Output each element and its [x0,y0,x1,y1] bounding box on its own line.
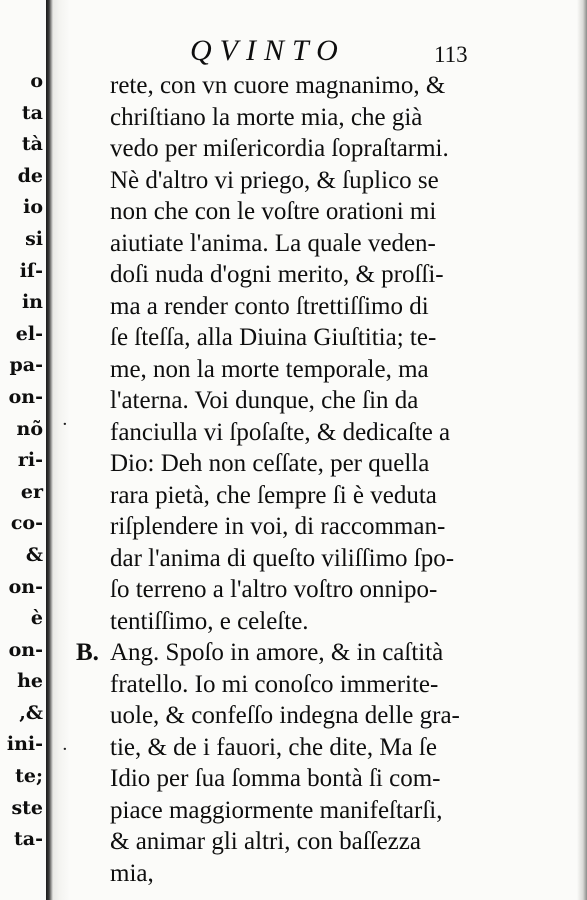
left-page-fragment: o [30,70,43,92]
text-line [76,133,516,165]
line-text: Idio per ſua ſomma bontà ſi com- [110,765,441,792]
text-line [76,228,516,260]
line-text: vedo per miſericordia ſopraſtarmi. [110,135,449,162]
line-text: rara pietà, che ſempre ſi è veduta [110,481,437,509]
text-line [76,669,516,701]
line-text: Dio: Deh non ceſſate, per quella [110,450,430,477]
left-page-fragment: in [21,291,43,314]
speaker-label: B. [76,639,99,666]
left-page-fragment: tà [21,133,43,156]
left-page-fragment: ta- [14,828,43,851]
line-text: & animar gli altri, con baſſezza [110,828,421,855]
left-page-cut-off-text [0,66,46,856]
line-text: aiutiate l'anima. La quale veden- [110,229,436,257]
text-line [76,385,516,417]
text-line [76,259,516,291]
text-line [76,70,516,102]
line-text: fanciulla vi ſpoſaſte, & dedicaſte a [110,418,451,446]
text-line [76,543,516,575]
text-line [76,165,516,197]
page-edge-shadow [577,0,587,900]
text-line [76,574,516,606]
left-page-fragment: ri- [17,449,43,472]
left-page-fragment: co- [10,512,43,535]
text-line [76,448,516,480]
line-text: rete, con vn cuore magnanimo, & [110,72,446,99]
left-page-fragment: ste [11,796,43,819]
left-page-fragment: he [17,670,43,693]
left-page-fragment: de [17,164,43,187]
left-page-fragment: on- [8,638,43,661]
line-text: ſo terreno a l'altro voſtro onnipo- [110,576,438,603]
line-text: non che con le voſtre orationi mi [110,198,437,225]
left-page-fragment: ,& [19,701,43,724]
line-text: ma a render conto ſtrettiſſimo di [110,292,429,320]
left-page-fragment: el- [15,322,43,345]
line-text: dar l'anima di queſto viliſſimo ſpo- [110,544,455,572]
text-line [76,417,516,449]
line-text: l'aterna. Voi dunque, che ſin da [110,387,419,414]
line-text: mia, [110,859,154,887]
left-page-fragment: nõ [16,417,43,440]
line-text: chriſtiano la morte mia, che già [110,103,423,131]
left-page-fragment: ini- [6,733,43,756]
page-body-text [76,70,516,889]
page-gutter [46,0,70,900]
line-text: tie, & de i fauori, che dite, Ma ſe [110,733,437,761]
page-number: 113 [434,42,468,67]
text-line [76,511,516,543]
line-text: me, non la morte temporale, ma [110,355,429,383]
text-line [76,291,516,323]
line-text: Nè d'altro vi priego, & ſuplico se [110,166,439,194]
left-page-fragment: te; [15,765,43,788]
line-text: Ang. Spoſo in amore, & in caſtità [110,639,444,666]
line-text: piace maggiormente manifeſtarſi, [110,796,443,824]
left-page-fragment: er [20,480,43,503]
text-line [76,102,516,134]
left-page-fragment: on- [8,385,43,408]
line-text: tentiſſimo, e celeſte. [110,607,309,635]
text-line [76,700,516,732]
line-text: riſplendere in voi, di raccomman- [110,513,446,540]
text-line [76,795,516,827]
left-page-fragment: è [30,607,43,630]
left-page-fragment: si [25,227,43,250]
line-text: doſi nuda d'ogni merito, & proſſi- [110,261,444,288]
text-line [76,826,516,858]
text-line [76,763,516,795]
text-line [76,354,516,386]
text-line [76,196,516,228]
line-text: ſe ſteſſa, alla Diuina Giuſtitia; te- [110,324,437,351]
margin-mark: · [62,739,68,760]
speaker-line [76,637,516,669]
left-page-fragment: ta [21,101,43,124]
text-line [76,606,516,638]
left-page-fragment: & [25,543,43,566]
left-page-fragment: pa- [9,354,43,377]
left-page-fragment: on- [8,575,43,598]
running-title: QVINTO [190,34,346,67]
line-text: fratello. Io mi conoſco immerite- [110,670,439,698]
margin-mark: · [62,414,68,435]
left-page-fragment: io [23,196,43,219]
text-line [76,480,516,512]
left-page-fragment: iſ- [19,259,43,282]
text-line [76,858,516,890]
text-line [76,322,516,354]
text-line [76,732,516,764]
line-text: uole, & confeſſo indegna delle gra- [110,702,460,729]
